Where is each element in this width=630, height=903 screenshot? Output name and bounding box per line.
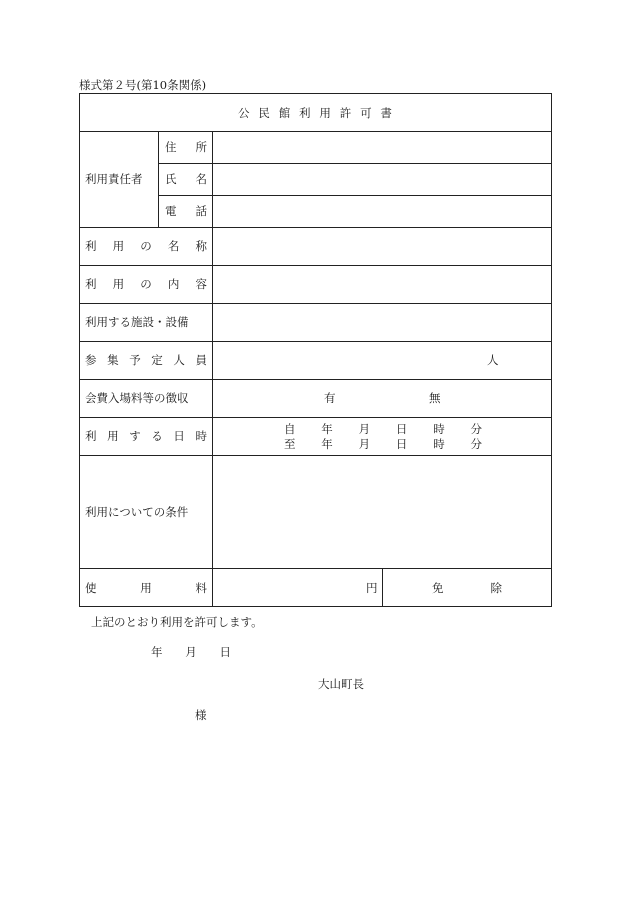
form-title: 公 民 館 利 用 許 可 書 [238,106,392,120]
approval-statement: 上記のとおり利用を許可します。 [91,615,263,629]
datetime-to-row[interactable]: 至 年 月 日 時 分 [284,437,482,451]
usage-content-field[interactable] [213,266,551,303]
row-divider [79,417,552,418]
purpose-name-label: 利 用 の 名 称 [85,239,207,253]
usage-datetime-label: 利 用 す る 日 時 [85,429,207,443]
usage-fee-label: 使 用 料 [85,581,207,595]
conditions-field[interactable] [213,456,551,568]
fee-no-option[interactable]: 無 [429,391,441,405]
address-field[interactable] [213,132,551,163]
recipient-honorific: 様 [195,708,207,722]
exemption-option[interactable]: 免 除 [432,581,502,595]
usage-fee-field[interactable] [213,569,363,607]
admission-fee-label: 会費入場料等の徴収 [85,391,189,405]
fee-yes-option[interactable]: 有 [324,391,336,405]
attendees-label: 参 集 予 定 人 員 [85,353,207,367]
yen-unit: 円 [366,581,378,595]
purpose-name-field[interactable] [213,228,551,265]
row-divider [79,379,552,380]
datetime-from-row[interactable]: 自 年 月 日 時 分 [284,422,482,436]
name-field[interactable] [213,164,551,195]
attendees-unit: 人 [487,353,499,367]
form-number-note: 様式第２号(第10条関係) [79,78,207,92]
facilities-label: 利用する施設・設備 [85,315,189,329]
facilities-field[interactable] [213,304,551,341]
address-label: 住 所 [165,140,207,154]
usage-content-label: 利 用 の 内 容 [85,277,207,291]
phone-field[interactable] [213,196,551,227]
column-divider [382,568,383,607]
approval-date: 年 月 日 [151,645,231,659]
attendees-field[interactable] [213,342,483,379]
phone-label: 電 話 [165,204,207,218]
issuer-name: 大山町長 [318,677,364,691]
conditions-label: 利用についての条件 [85,505,189,519]
name-label: 氏 名 [165,172,207,186]
column-divider [158,131,159,227]
responsible-person-label: 利用責任者 [85,172,143,186]
